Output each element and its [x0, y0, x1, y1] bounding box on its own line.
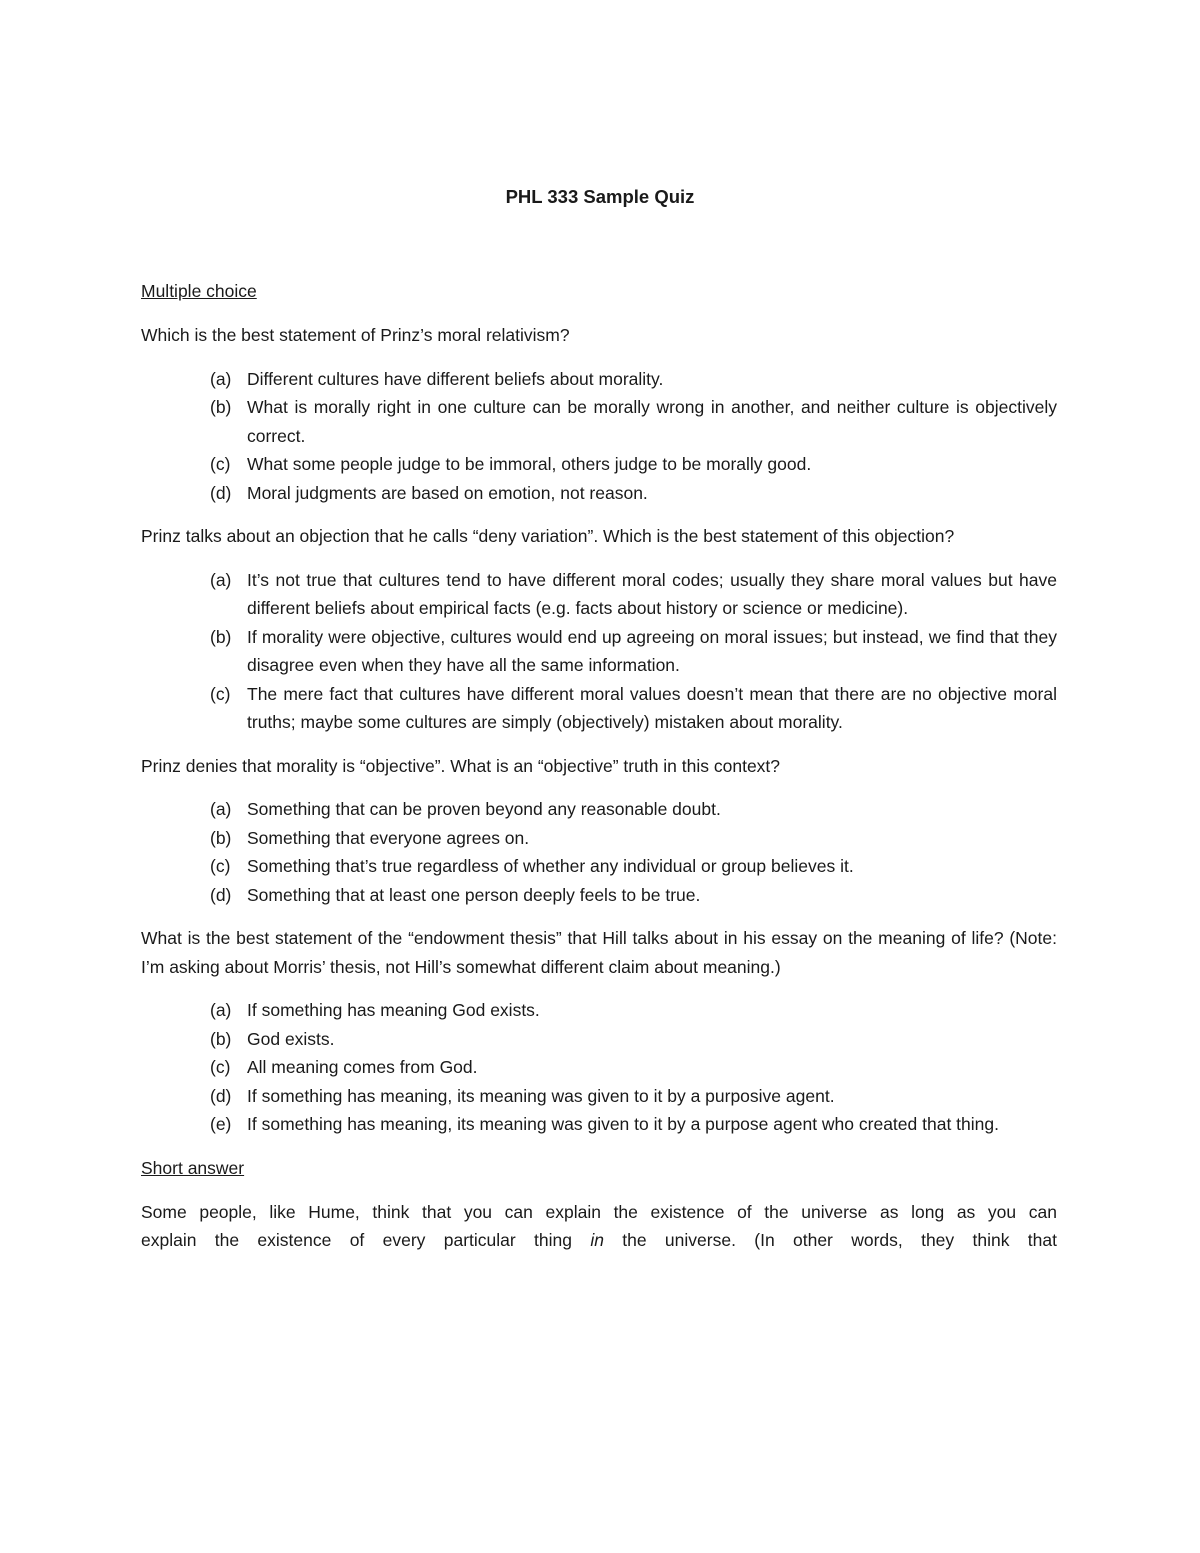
option-item [141, 824, 1057, 853]
option-text: The mere fact that cultures have different moral values doesn’t mean that there are no objective moral truths; maybe some cultures are simply (objectively) mistaken about morality. [247, 683, 1057, 732]
short-answer-emphasis: in [590, 1230, 604, 1250]
short-answer-line-1: Some people, like Hume, think that you can explain the existence of the universe as long as you can [141, 1201, 1057, 1222]
short-answer-prompt [141, 1198, 1057, 1255]
page-title: PHL 333 Sample Quiz [505, 186, 695, 207]
option-item [141, 365, 1057, 394]
short-answer-heading: Short answer [141, 1157, 245, 1178]
question-2-options [141, 566, 1057, 737]
question-3-options [141, 795, 1057, 909]
option-item [141, 795, 1057, 824]
option-text: If something has meaning, its meaning was given to it by a purposive agent. [247, 1085, 835, 1106]
option-item [141, 996, 1057, 1025]
option-label: (d) [210, 482, 232, 503]
option-item [141, 680, 1057, 737]
option-text: God exists. [247, 1028, 335, 1049]
option-label: (a) [210, 1000, 232, 1020]
short-answer-line-2-start: explain the existence of every particular thing [141, 1230, 572, 1250]
option-text: Something that can be proven beyond any reasonable doubt. [247, 799, 721, 819]
option-label: (b) [210, 626, 232, 647]
option-label: (d) [210, 1085, 232, 1106]
option-item [141, 1110, 1057, 1139]
option-label: (a) [210, 569, 232, 590]
option-label: (c) [210, 856, 231, 876]
option-text: Something that at least one person deeply feels to be true. [247, 884, 701, 905]
question-1-options [141, 365, 1057, 508]
option-text: What some people judge to be immoral, others judge to be morally good. [247, 454, 812, 474]
option-label: (e) [210, 1114, 232, 1134]
option-item [141, 450, 1057, 479]
option-text: All meaning comes from God. [247, 1057, 478, 1077]
option-item [141, 479, 1057, 508]
quiz-content [141, 277, 1057, 1255]
option-text: What is morally right in one culture can be morally wrong in another, and neither culture is objectively correct. [247, 397, 1057, 446]
option-label: (c) [210, 683, 231, 704]
option-item [141, 881, 1057, 910]
question-3: Prinz denies that morality is “objective”. What is an “objective” truth in this context? [141, 755, 781, 776]
option-label: (b) [210, 827, 232, 848]
option-item [141, 852, 1057, 881]
option-label: (d) [210, 884, 232, 905]
option-label: (a) [210, 368, 232, 389]
option-text: Something that’s true regardless of whether any individual or group believes it. [247, 856, 854, 876]
option-label: (c) [210, 454, 231, 474]
option-label: (b) [210, 1028, 232, 1049]
option-text: If something has meaning, its meaning was given to it by a purpose agent who created that thing. [247, 1114, 999, 1134]
option-text: Moral judgments are based on emotion, not reason. [247, 482, 648, 503]
option-text: If morality were objective, cultures would end up agreeing on moral issues; but instead, we find that they disagree even when they have all the same information. [247, 626, 1057, 675]
option-label: (a) [210, 799, 232, 819]
question-4: What is the best statement of the “endowment thesis” that Hill talks about in his essay on the meaning of life? (Note: I’m asking about Morris’ thesis, not Hill’s somewhat different claim about meaning.) [141, 928, 1057, 977]
multiple-choice-heading: Multiple choice [141, 281, 257, 301]
option-item [141, 393, 1057, 450]
option-item [141, 1082, 1057, 1111]
option-item [141, 623, 1057, 680]
question-4-options [141, 996, 1057, 1139]
option-item [141, 1053, 1057, 1082]
option-text: Something that everyone agrees on. [247, 827, 530, 848]
option-text: Different cultures have different beliefs about morality. [247, 368, 664, 389]
question-1: Which is the best statement of Prinz’s moral relativism? [141, 325, 570, 345]
option-item [141, 1025, 1057, 1054]
option-text: It’s not true that cultures tend to have different moral codes; usually they share moral values but have different beliefs about empirical facts (e.g. facts about history or science or medicine). [247, 569, 1057, 618]
short-answer-line-2-end: the universe. (In other words, they think that [622, 1230, 1057, 1250]
option-item [141, 566, 1057, 623]
question-2: Prinz talks about an objection that he calls “deny variation”. Which is the best statement of this objection? [141, 526, 955, 546]
short-answer-line-2 [141, 1226, 1057, 1255]
option-text: If something has meaning God exists. [247, 1000, 540, 1020]
option-label: (c) [210, 1057, 231, 1077]
option-label: (b) [210, 397, 232, 417]
